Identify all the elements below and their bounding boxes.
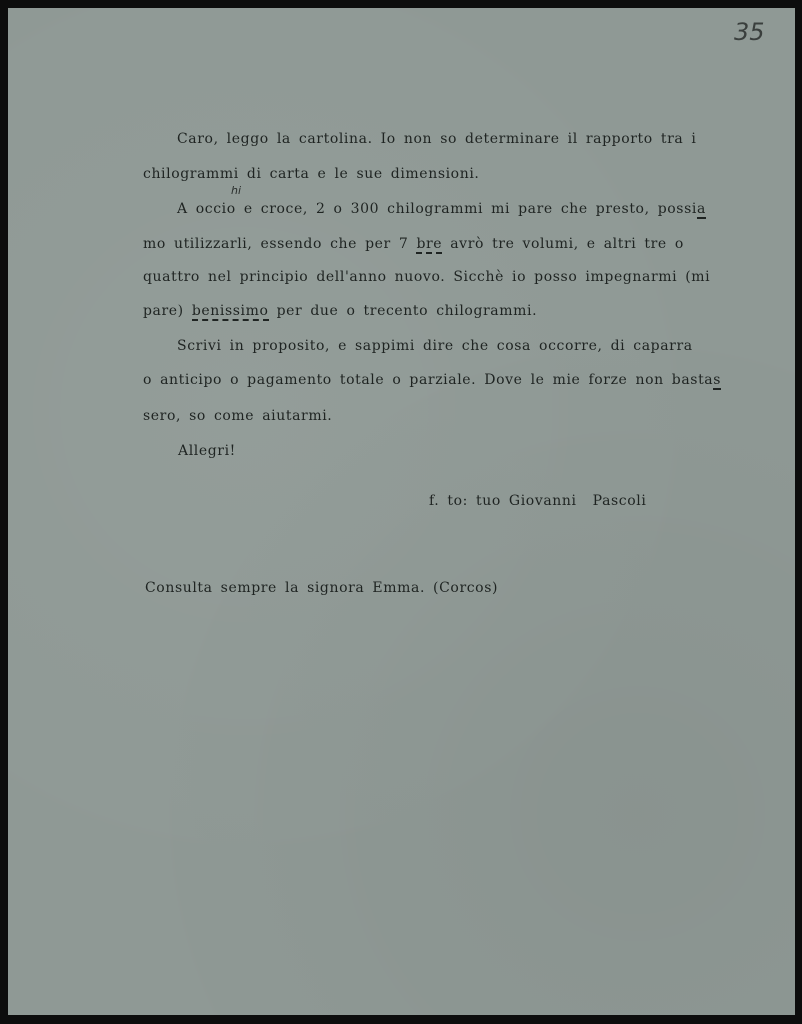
letter-line-7: Scrivi in proposito, e sappimi dire che cosa occorre, di caparra <box>177 338 693 354</box>
letter-line-9: sero, so come aiutarmi. <box>143 408 333 424</box>
underlined-text: bre <box>416 236 443 252</box>
document-page <box>8 8 795 1015</box>
signature: f. to: tuo Giovanni Pascoli <box>429 493 647 509</box>
text: i <box>691 201 697 217</box>
letter-line-5: quattro nel principio dell'anno nuovo. Sicchè io posso impegnarmi (mi <box>143 269 711 285</box>
text: avrò tre volumi, e altri tre o <box>442 236 684 252</box>
postscript: Consulta sempre la signora Emma. (Corcos) <box>145 580 499 596</box>
text: per due o trecento chilogrammi. <box>268 303 538 319</box>
handwritten-insertion: hi <box>231 184 242 197</box>
letter-closing: Allegri! <box>178 443 236 459</box>
letter-line-8 <box>143 371 721 389</box>
underlined-text: a <box>696 201 706 217</box>
letter-line-1: Caro, leggo la cartolina. Io non so determinare il rapporto tra i <box>177 131 697 147</box>
text: A occio e croce, 2 o 300 chilogrammi mi pare che presto, poss <box>177 201 692 217</box>
text: o anticipo o pagamento totale o parziale. Dove le mie forze non basta <box>143 372 714 388</box>
text: mo utilizzarli, essendo che per <box>143 236 399 252</box>
text: pare) <box>143 303 192 319</box>
letter-line-2: chilogrammi di carta e le sue dimensioni. <box>143 166 480 182</box>
letter-line-3 <box>177 200 706 218</box>
letter-line-6 <box>143 302 537 320</box>
underlined-text: s <box>713 372 722 388</box>
letter-line-4 <box>143 235 684 253</box>
page-number: 35 <box>734 18 765 46</box>
text: 7 <box>398 236 409 252</box>
underlined-text: benissimo <box>191 303 269 319</box>
